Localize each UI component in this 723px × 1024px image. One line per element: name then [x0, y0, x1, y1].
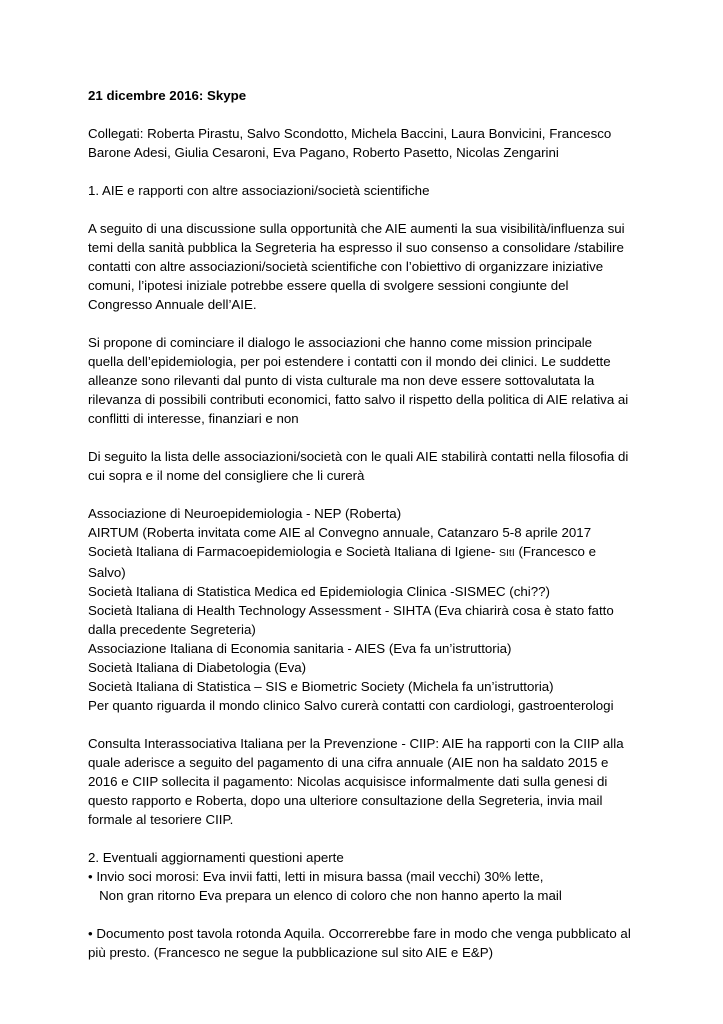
paragraph-line: A seguito di una discussione sulla opportunità che AIE aumenti la sua visibilità/influenza sui [88, 221, 625, 236]
bullet-item: • Invio soci morosi: Eva invii fatti, letti in misura bassa (mail vecchi) 30% lette, [88, 869, 544, 884]
paragraph-line: Si propone di cominciare il dialogo le associazioni che hanno come mission principale [88, 335, 593, 350]
bullet-item: • Documento post tavola rotonda Aquila. Occorrerebbe fare in modo che venga pubblicato al [88, 926, 631, 941]
paragraph-line: formale al tesoriere CIIP. [88, 812, 234, 827]
paragraph-line: Di seguito la lista delle associazioni/società con le quali AIE stabilirà contatti nella filosofia di [88, 449, 629, 464]
paragraph-line: cui sopra e il nome del consigliere che li curerà [88, 468, 365, 483]
list-item: Associazione Italiana di Economia sanitaria - AIES (Eva fa un’istruttoria) [88, 641, 512, 656]
list-item: Società Italiana di Diabetologia (Eva) [88, 660, 307, 675]
spacer [88, 905, 683, 924]
list-item: Per quanto riguarda il mondo clinico Salvo curerà contatti con cardiologi, gastroenterologi [88, 698, 614, 713]
paragraph-line: quella dell’epidemiologia, per poi estendere i contatti con il mondo dei clinici. Le suddette [88, 354, 611, 369]
list-item: dalla precedente Segreteria) [88, 622, 256, 637]
list-item-text: (Francesco e [514, 544, 597, 559]
paragraph-line: Congresso Annuale dell’AIE. [88, 297, 257, 312]
list-item: Società Italiana di Health Technology Assessment - SIHTA (Eva chiarirà cosa è stato fatto [88, 603, 614, 618]
list-item: Associazione di Neuroepidemiologia - NEP (Roberta) [88, 506, 402, 521]
list-item: Salvo) [88, 565, 126, 580]
paragraph-line: questo rapporto e Roberta, dopo una ulteriore consultazione della Segreteria, invia mail [88, 793, 603, 808]
bullet-item: Non gran ritorno Eva prepara un elenco di coloro che non hanno aperto la mail [88, 888, 562, 903]
bullet-item: più presto. (Francesco ne segue la pubblicazione sul sito AIE e E&P) [88, 945, 494, 960]
paragraph-line: Consulta Interassociativa Italiana per la Prevenzione - CIIP: AIE ha rapporti con la CIIP alla [88, 736, 624, 751]
paragraph-line: alleanze sono rilevanti dal punto di vista culturale ma non deve essere sottovalutata la [88, 373, 595, 388]
list-item: Società Italiana di Statistica Medica ed Epidemiologia Clinica -SISMEC (chi??) [88, 584, 550, 599]
spacer [88, 200, 683, 219]
attendees-line: Collegati: Roberta Pirastu, Salvo Scondotto, Michela Baccini, Laura Bonvicini, Francesco [88, 126, 612, 141]
list-item-abbrev: SItI [498, 547, 515, 559]
paragraph-line: quale aderisce a seguito del pagamento di una cifra annuale (AIE non ha saldato 2015 e [88, 755, 609, 770]
list-item: Società Italiana di Statistica – SIS e Biometric Society (Michela fa un’istruttoria) [88, 679, 554, 694]
spacer [88, 715, 683, 734]
paragraph-line: rilevanza di possibili contributi economici, fatto salvo il rispetto della politica di AIE relativa ai [88, 392, 629, 407]
list-item [88, 542, 683, 563]
section-heading: 1. AIE e rapporti con altre associazioni/società scientifiche [88, 183, 430, 198]
paragraph-line: 2016 e CIIP sollecita il pagamento: Nicolas acquisisce informalmente dati sulla genesi di [88, 774, 608, 789]
paragraph-line: conflitti di interesse, finanziari e non [88, 411, 299, 426]
paragraph-line: comuni, l’ipotesi iniziale potrebbe essere quella di svolgere sessioni congiunte del [88, 278, 569, 293]
spacer [88, 428, 683, 447]
paragraph-line: temi della sanità pubblica la Segreteria ha espresso il suo consenso a consolidare /stabilire [88, 240, 624, 255]
page-title: 21 dicembre 2016: Skype [88, 88, 247, 103]
spacer [88, 829, 683, 848]
spacer [88, 162, 683, 181]
paragraph-line: contatti con altre associazioni/società scientifiche con l’obiettivo di organizzare iniziative [88, 259, 604, 274]
list-item-text: Società Italiana di Farmacoepidemiologia e Società Italiana di Igiene- [88, 544, 499, 559]
attendees-line: Barone Adesi, Giulia Cesaroni, Eva Pagano, Roberto Pasetto, Nicolas Zengarini [88, 145, 559, 160]
spacer [88, 314, 683, 333]
spacer [88, 485, 683, 504]
list-item: AIRTUM (Roberta invitata come AIE al Convegno annuale, Catanzaro 5-8 aprile 2017 [88, 525, 592, 540]
spacer [88, 105, 683, 124]
section-heading: 2. Eventuali aggiornamenti questioni aperte [88, 850, 344, 865]
